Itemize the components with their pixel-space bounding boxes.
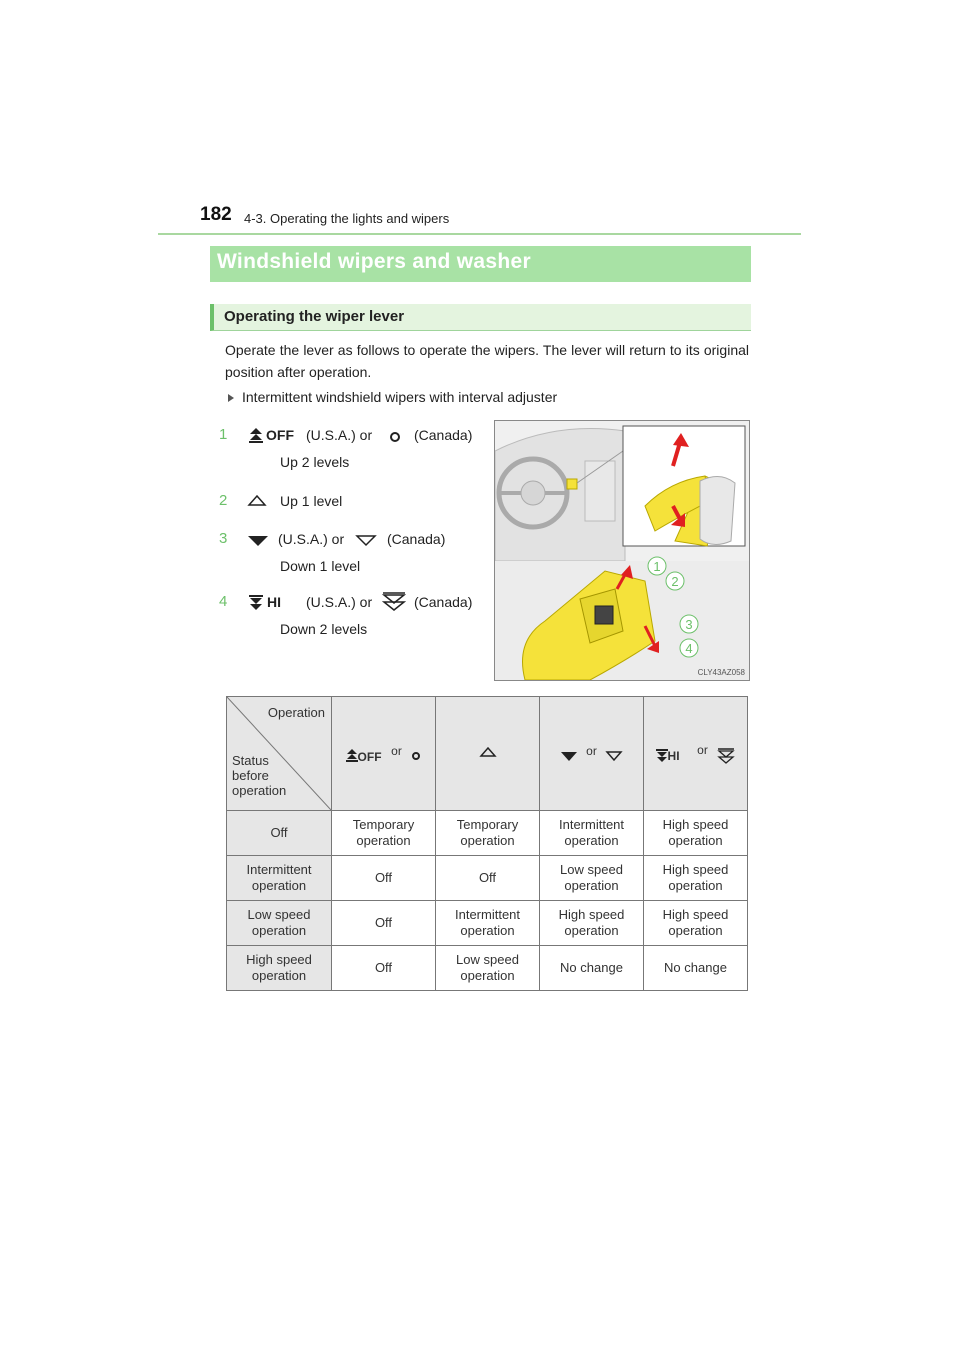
header-hi-label: HI (667, 749, 680, 764)
desc-up-1: Up 1 level (280, 493, 343, 509)
table-cell: Low speed operation (540, 856, 644, 901)
off-label: OFF (266, 427, 294, 443)
row-status: Off (227, 811, 332, 856)
up-outline-arrow-icon (479, 747, 497, 758)
table-cell: Off (332, 856, 436, 901)
position-number-2: 2 (219, 492, 228, 509)
table-cell: No change (540, 946, 644, 991)
table-cell: High speed operation (644, 901, 748, 946)
double-up-arrow-icon (249, 428, 263, 444)
header-or-2: or (586, 743, 597, 758)
double-down-outline-arrow-icon (382, 592, 406, 612)
table-cell: No change (644, 946, 748, 991)
desc-down-2: Down 2 levels (280, 621, 368, 637)
double-down-outline-arrow-icon (717, 748, 735, 765)
header-or-3: or (697, 743, 708, 758)
table-cell: Intermittent operation (540, 811, 644, 856)
usa-label-3: (U.S.A.) or (278, 531, 345, 547)
double-up-arrow-icon (346, 749, 358, 763)
desc-up-2: Up 2 levels (280, 454, 350, 470)
table-cell: Off (436, 856, 540, 901)
desc-down-1: Down 1 level (280, 558, 361, 574)
intro-paragraph: Operate the lever as follows to operate the wipers. The lever will return to its original position after operation. (225, 342, 749, 380)
table-cell: Off (332, 946, 436, 991)
usa-label-1: (U.S.A.) or (306, 427, 373, 443)
table-cell: Low speed operation (436, 946, 540, 991)
table-cell: High speed operation (540, 901, 644, 946)
double-down-arrow-icon (656, 749, 668, 763)
callout-2: 2 (671, 574, 679, 589)
table-row (227, 901, 748, 946)
down-outline-arrow-icon (605, 751, 623, 762)
position-number-3: 3 (219, 530, 228, 547)
row-status: Intermittent operation (227, 856, 332, 901)
wiper-operation-table (226, 696, 748, 991)
table-row (227, 856, 748, 901)
section-title: Windshield wipers and washer (217, 250, 531, 273)
canada-label-3: (Canada) (387, 531, 446, 547)
page-number: 182 (200, 204, 232, 225)
wiper-lever-drawing (495, 421, 749, 680)
header-off-label: OFF (357, 749, 382, 764)
canada-label-1: (Canada) (414, 427, 473, 443)
down-filled-arrow-icon (560, 751, 578, 762)
row-status: High speed operation (227, 946, 332, 991)
table-cell: Temporary operation (436, 811, 540, 856)
callout-4: 4 (685, 641, 693, 656)
table-header-row (227, 697, 748, 811)
table-cell: Temporary operation (332, 811, 436, 856)
bullet-arrow-icon (228, 394, 234, 402)
callout-1: 1 (653, 559, 661, 574)
table-cell: Off (332, 901, 436, 946)
chapter-title: 4-3. Operating the lights and wipers (244, 211, 450, 226)
bullet-text: Intermittent windshield wipers with interval adjuster (242, 389, 558, 405)
usa-label-4: (U.S.A.) or (306, 594, 373, 610)
double-down-arrow-icon (249, 595, 263, 611)
table-row (227, 946, 748, 991)
header-or-1: or (391, 743, 402, 758)
illustration-code: CLY43AZ058 (697, 668, 745, 677)
header-up-2 (332, 697, 436, 811)
bullet-item (228, 389, 557, 405)
header-up-1 (436, 697, 540, 811)
table-cell: High speed operation (644, 856, 748, 901)
table-cell: Intermittent operation (436, 901, 540, 946)
corner-status-label: Status before operation (232, 753, 287, 798)
callout-3: 3 (685, 617, 693, 632)
corner-operation-label: Operation (267, 705, 325, 720)
header-down-2 (644, 697, 748, 811)
position-number-1: 1 (219, 426, 228, 443)
circle-o-icon (411, 751, 421, 761)
canada-label-4: (Canada) (414, 594, 473, 610)
down-outline-arrow-icon (355, 535, 377, 547)
table-row (227, 811, 748, 856)
circle-o-icon (389, 431, 401, 443)
hi-label: HI (267, 594, 281, 610)
row-status: Low speed operation (227, 901, 332, 946)
up-outline-arrow-icon (247, 495, 267, 507)
table-cell: High speed operation (644, 811, 748, 856)
position-number-4: 4 (219, 593, 228, 610)
wiper-lever-illustration (494, 420, 750, 681)
down-filled-arrow-icon (247, 535, 269, 547)
header-rule (158, 233, 801, 235)
corner-cell (227, 697, 332, 811)
header-down-1 (540, 697, 644, 811)
subsection-title: Operating the wiper lever (224, 308, 405, 325)
